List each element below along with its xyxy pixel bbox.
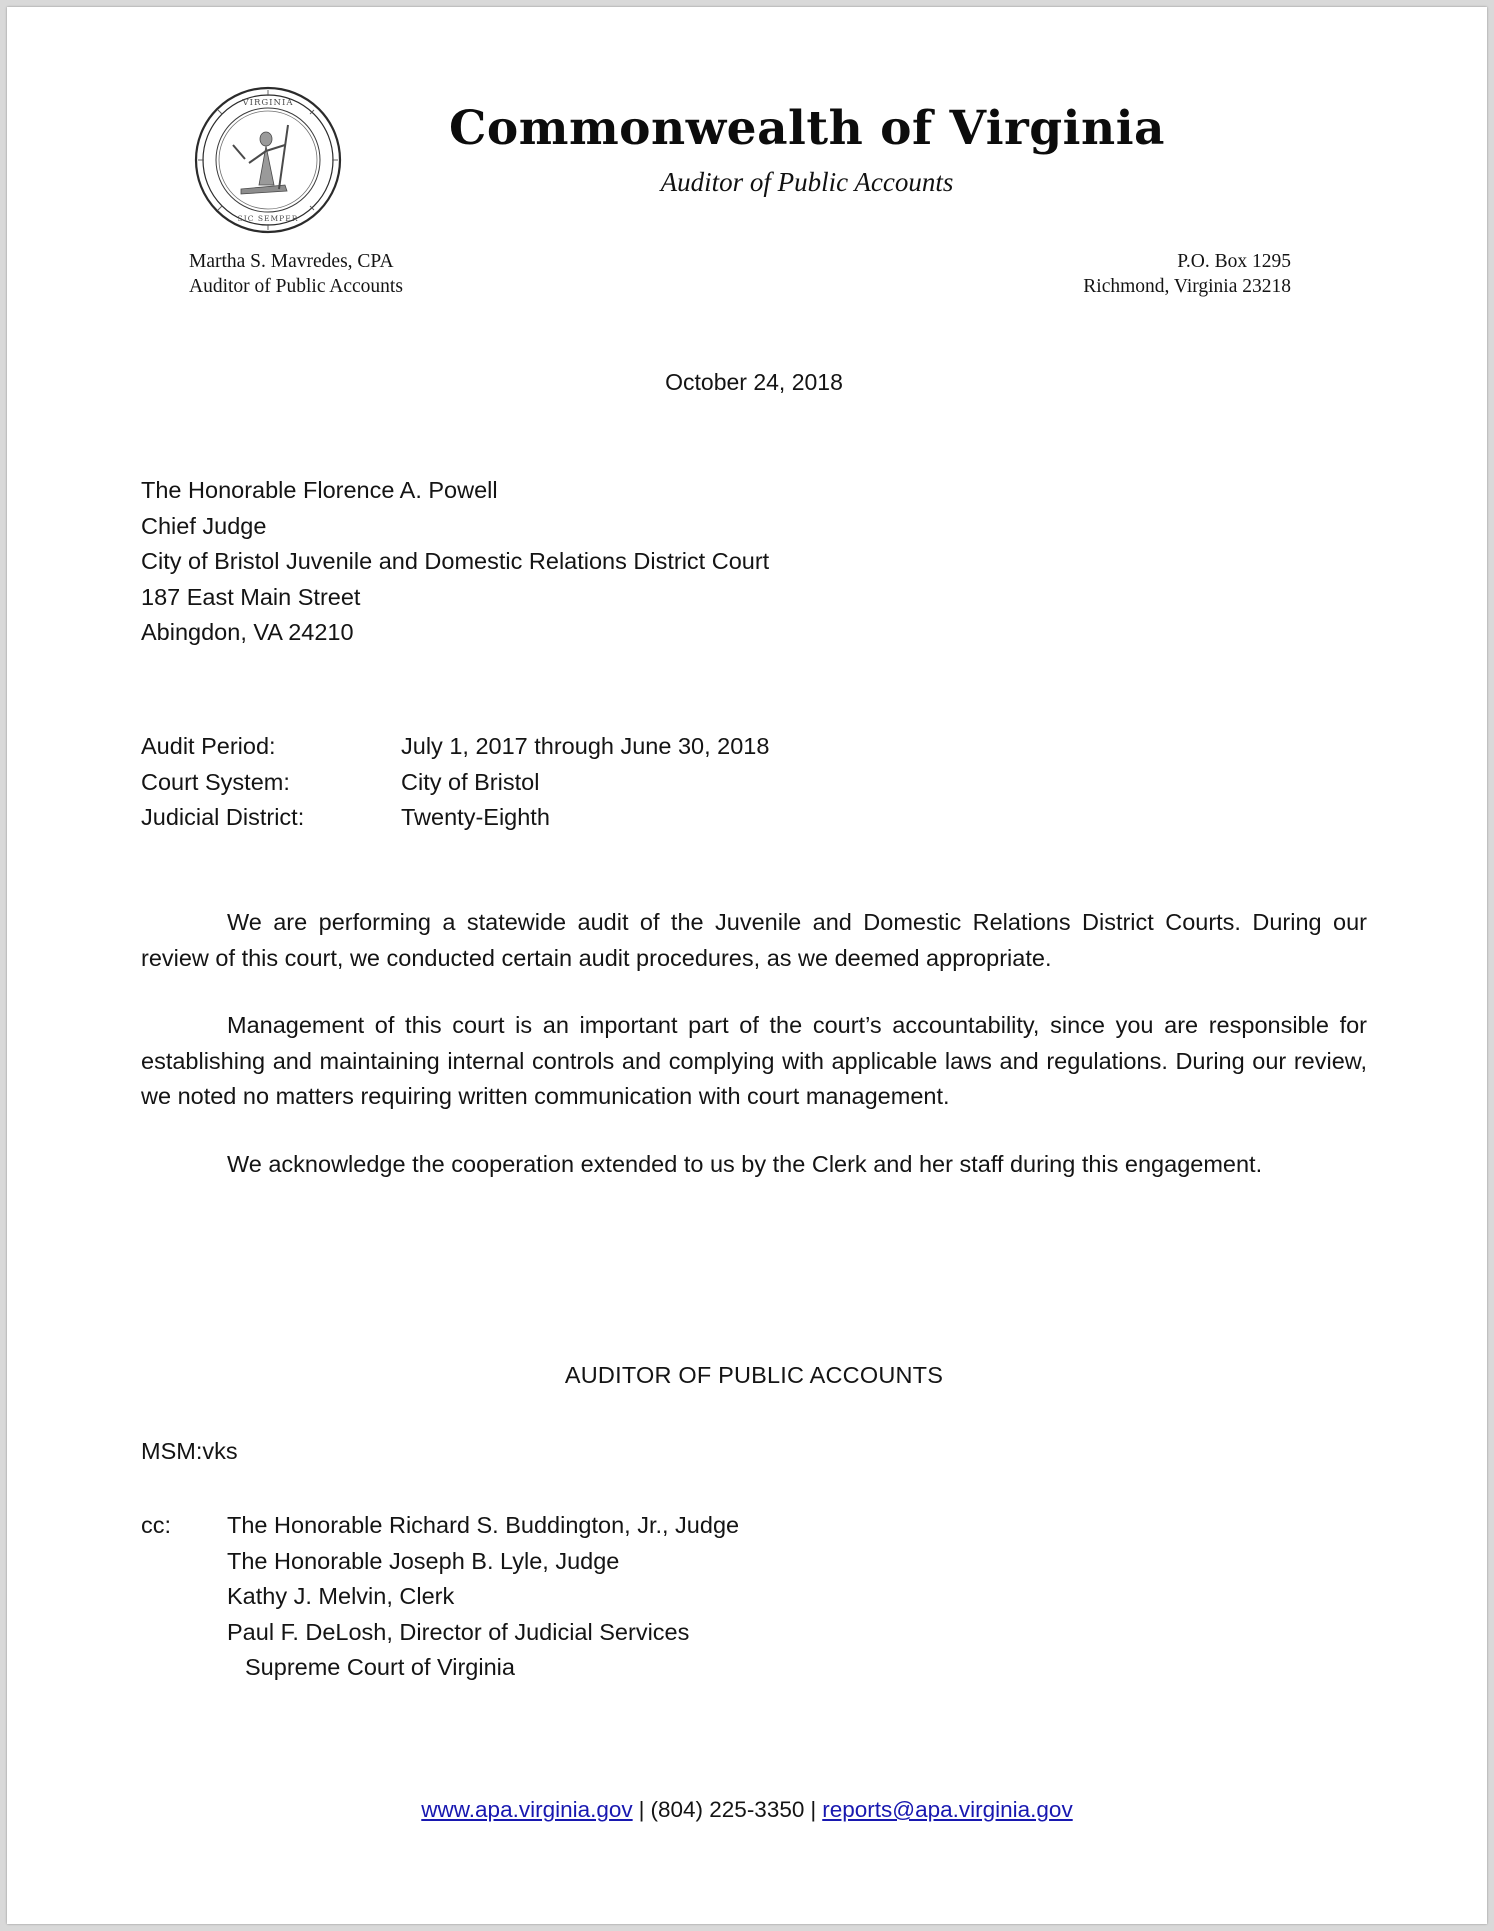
organization-title: Commonwealth of Virginia bbox=[448, 101, 1166, 156]
meta-row bbox=[141, 800, 769, 836]
list-item-continuation: Supreme Court of Virginia bbox=[245, 1654, 515, 1680]
addressee-line: Chief Judge bbox=[141, 512, 267, 539]
cc-list bbox=[227, 1508, 739, 1686]
cc-label: cc: bbox=[141, 1512, 172, 1538]
list-item: The Honorable Richard S. Buddington, Jr., Judge bbox=[227, 1512, 740, 1538]
letterhead-address bbox=[1083, 249, 1291, 299]
cc-block bbox=[141, 1508, 739, 1686]
list-item: Kathy J. Melvin, Clerk bbox=[227, 1583, 455, 1609]
meta-label: Court System: bbox=[141, 768, 290, 795]
meta-value: Twenty-Eighth bbox=[401, 804, 550, 830]
typist-initials: MSM:vks bbox=[141, 1438, 238, 1464]
audit-meta-block bbox=[141, 729, 769, 836]
addressee-line: 187 East Main Street bbox=[141, 583, 361, 610]
meta-row bbox=[141, 765, 769, 801]
address-po-box: P.O. Box 1295 bbox=[1177, 251, 1291, 272]
letterhead-officer bbox=[189, 249, 403, 299]
footer-separator: | bbox=[810, 1797, 817, 1822]
addressee-line: Abingdon, VA 24210 bbox=[141, 619, 354, 645]
email-link[interactable]: reports@apa.virginia.gov bbox=[822, 1797, 1073, 1822]
meta-value: July 1, 2017 through June 30, 2018 bbox=[401, 733, 770, 759]
list-item: Paul F. DeLosh, Director of Judicial Services bbox=[227, 1618, 690, 1645]
meta-value: City of Bristol bbox=[401, 768, 540, 795]
addressee-line: The Honorable Florence A. Powell bbox=[141, 477, 498, 503]
virginia-state-seal-icon bbox=[193, 85, 343, 235]
letter-paragraphs bbox=[141, 905, 1367, 1182]
addressee-line: City of Bristol Juvenile and Domestic Relations District Court bbox=[141, 548, 770, 574]
paragraph: We are performing a statewide audit of the Juvenile and Domestic Relations District Courts. During our review of this court, we conducted certain audit procedures, as we deemed appropriate. bbox=[141, 909, 1367, 971]
meta-label: Judicial District: bbox=[141, 804, 305, 830]
svg-text:SIC SEMPER: SIC SEMPER bbox=[237, 214, 299, 223]
svg-text:VIRGINIA: VIRGINIA bbox=[242, 98, 294, 108]
list-item: The Honorable Joseph B. Lyle, Judge bbox=[227, 1547, 620, 1574]
page-footer bbox=[7, 1797, 1487, 1823]
website-link[interactable]: www.apa.virginia.gov bbox=[421, 1797, 633, 1822]
addressee-block bbox=[141, 473, 769, 651]
phone-number: (804) 225-3350 bbox=[650, 1797, 805, 1822]
meta-label: Audit Period: bbox=[141, 733, 276, 759]
organization-subtitle: Auditor of Public Accounts bbox=[660, 167, 954, 197]
officer-title: Auditor of Public Accounts bbox=[189, 276, 403, 297]
meta-row bbox=[141, 729, 769, 765]
officer-name: Martha S. Mavredes, CPA bbox=[189, 251, 394, 272]
signature-line: AUDITOR OF PUBLIC ACCOUNTS bbox=[564, 1362, 944, 1388]
paragraph: We acknowledge the cooperation extended to us by the Clerk and her staff during this engagement. bbox=[227, 1150, 1263, 1177]
paragraph: Management of this court is an important part of the court’s accountability, since you are responsible for establishing and maintaining internal controls and complying with applicable laws and regulations. During our review, we noted no matters requiring written communication with court management. bbox=[141, 1012, 1367, 1109]
footer-separator: | bbox=[638, 1797, 645, 1822]
document-page bbox=[7, 7, 1487, 1924]
address-city-state-zip: Richmond, Virginia 23218 bbox=[1083, 276, 1291, 297]
letter-date: October 24, 2018 bbox=[665, 369, 843, 395]
